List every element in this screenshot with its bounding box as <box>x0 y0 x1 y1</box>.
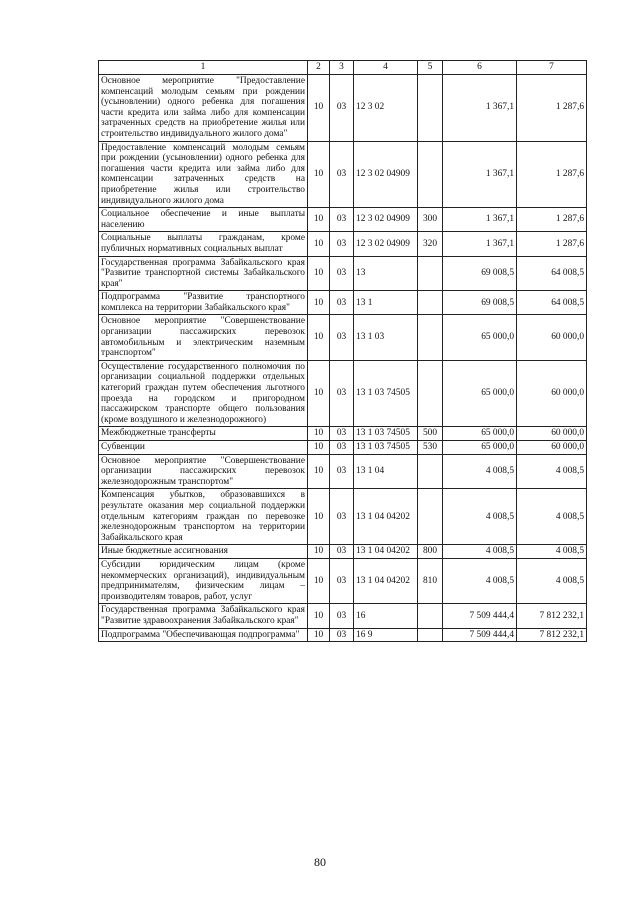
section-cell: 10 <box>308 454 330 489</box>
expense-type-cell <box>418 141 443 208</box>
subsection-cell: 03 <box>330 208 354 232</box>
amount-year2-cell: 4 008,5 <box>517 489 587 545</box>
amount-year1-cell: 1 367,1 <box>443 232 517 256</box>
item-name-cell: Государственная программа Забайкальского края "Развитие здравоохранения Забайкальского края" <box>99 604 308 628</box>
amount-year2-cell: 60 000,0 <box>517 360 587 427</box>
target-article-cell: 12 3 02 <box>354 75 418 142</box>
amount-year1-cell: 4 008,5 <box>443 454 517 489</box>
item-name-cell: Субвенции <box>99 441 308 455</box>
target-article-cell: 13 1 03 74505 <box>354 441 418 455</box>
item-name-cell: Основное мероприятие "Совершенствование организации пассажирских перевозок автомобильным и электрическим наземным транспортом" <box>99 315 308 360</box>
item-name-cell: Подпрограмма "Развитие транспортного комплекса на территории Забайкальского края" <box>99 291 308 315</box>
section-cell: 10 <box>308 545 330 559</box>
header-cell: 6 <box>443 61 517 75</box>
target-article-cell: 13 1 04 04202 <box>354 558 418 603</box>
section-cell: 10 <box>308 291 330 315</box>
table-row <box>99 360 587 427</box>
subsection-cell: 03 <box>330 441 354 455</box>
item-name-cell: Социальные выплаты гражданам, кроме публичных нормативных социальных выплат <box>99 232 308 256</box>
expense-type-cell: 810 <box>418 558 443 603</box>
expense-type-cell <box>418 454 443 489</box>
item-name-cell: Осуществление государственного полномочия по организации социальной поддержки отдельных категорий граждан путем обеспечения льготного проезда на городском и пригородном пассажирском транспорте общего пользования (кроме воздушного и железнодорожного) <box>99 360 308 427</box>
amount-year2-cell: 64 008,5 <box>517 291 587 315</box>
target-article-cell: 13 1 04 04202 <box>354 545 418 559</box>
table-row <box>99 628 587 642</box>
target-article-cell: 13 1 03 74505 <box>354 360 418 427</box>
amount-year1-cell: 4 008,5 <box>443 558 517 603</box>
table-row <box>99 232 587 256</box>
expense-type-cell <box>418 628 443 642</box>
amount-year2-cell: 64 008,5 <box>517 256 587 291</box>
section-cell: 10 <box>308 427 330 441</box>
item-name-cell: Основное мероприятие "Совершенствование организации пассажирских перевозок железнодорожным транспортом" <box>99 454 308 489</box>
page-number: 80 <box>314 855 326 869</box>
section-cell: 10 <box>308 360 330 427</box>
header-cell: 7 <box>517 61 587 75</box>
subsection-cell: 03 <box>330 489 354 545</box>
subsection-cell: 03 <box>330 141 354 208</box>
table-row <box>99 315 587 360</box>
expense-type-cell <box>418 489 443 545</box>
table-row <box>99 441 587 455</box>
item-name-cell: Компенсация убытков, образовавшихся в результате оказания мер социальной поддержки отдельным категориям граждан по перевозке железнодорожным транспортом на территории Забайкальского края <box>99 489 308 545</box>
table-row <box>99 427 587 441</box>
amount-year2-cell: 1 287,6 <box>517 141 587 208</box>
section-cell: 10 <box>308 628 330 642</box>
section-cell: 10 <box>308 604 330 628</box>
table-body <box>99 75 587 642</box>
target-article-cell: 16 <box>354 604 418 628</box>
amount-year2-cell: 1 287,6 <box>517 232 587 256</box>
table-row <box>99 489 587 545</box>
target-article-cell: 16 9 <box>354 628 418 642</box>
header-cell: 4 <box>354 61 418 75</box>
header-cell: 5 <box>418 61 443 75</box>
amount-year1-cell: 69 008,5 <box>443 291 517 315</box>
subsection-cell: 03 <box>330 256 354 291</box>
target-article-cell: 12 3 02 04909 <box>354 208 418 232</box>
table-row <box>99 291 587 315</box>
subsection-cell: 03 <box>330 291 354 315</box>
amount-year2-cell: 60 000,0 <box>517 315 587 360</box>
amount-year1-cell: 65 000,0 <box>443 360 517 427</box>
subsection-cell: 03 <box>330 232 354 256</box>
section-cell: 10 <box>308 489 330 545</box>
amount-year2-cell: 7 812 232,1 <box>517 604 587 628</box>
table-row <box>99 141 587 208</box>
section-cell: 10 <box>308 441 330 455</box>
amount-year1-cell: 1 367,1 <box>443 75 517 142</box>
amount-year1-cell: 69 008,5 <box>443 256 517 291</box>
target-article-cell: 13 1 04 04202 <box>354 489 418 545</box>
item-name-cell: Межбюджетные трансферты <box>99 427 308 441</box>
amount-year2-cell: 7 812 232,1 <box>517 628 587 642</box>
section-cell: 10 <box>308 558 330 603</box>
expense-type-cell <box>418 604 443 628</box>
expense-type-cell: 320 <box>418 232 443 256</box>
expense-type-cell: 300 <box>418 208 443 232</box>
expense-type-cell <box>418 315 443 360</box>
amount-year2-cell: 60 000,0 <box>517 427 587 441</box>
target-article-cell: 13 1 04 <box>354 454 418 489</box>
expense-type-cell: 800 <box>418 545 443 559</box>
subsection-cell: 03 <box>330 75 354 142</box>
target-article-cell: 13 1 03 <box>354 315 418 360</box>
expense-type-cell: 500 <box>418 427 443 441</box>
table-row <box>99 208 587 232</box>
section-cell: 10 <box>308 232 330 256</box>
header-cell: 1 <box>99 61 308 75</box>
table-row <box>99 558 587 603</box>
table-row <box>99 454 587 489</box>
expense-type-cell <box>418 291 443 315</box>
section-cell: 10 <box>308 141 330 208</box>
amount-year1-cell: 7 509 444,4 <box>443 628 517 642</box>
subsection-cell: 03 <box>330 360 354 427</box>
amount-year1-cell: 4 008,5 <box>443 545 517 559</box>
amount-year1-cell: 1 367,1 <box>443 208 517 232</box>
amount-year2-cell: 1 287,6 <box>517 208 587 232</box>
table-row <box>99 604 587 628</box>
header-row <box>99 61 587 75</box>
table-row <box>99 545 587 559</box>
amount-year2-cell: 4 008,5 <box>517 558 587 603</box>
expense-type-cell <box>418 75 443 142</box>
subsection-cell: 03 <box>330 427 354 441</box>
section-cell: 10 <box>308 256 330 291</box>
item-name-cell: Государственная программа Забайкальского края "Развитие транспортной системы Забайкальского края" <box>99 256 308 291</box>
target-article-cell: 13 1 03 74505 <box>354 427 418 441</box>
target-article-cell: 13 <box>354 256 418 291</box>
section-cell: 10 <box>308 75 330 142</box>
item-name-cell: Социальное обеспечение и иные выплаты населению <box>99 208 308 232</box>
item-name-cell: Субсидии юридическим лицам (кроме некоммерческих организаций), индивидуальным предпринимателям, физическим лицам – производителям товаров, работ, услуг <box>99 558 308 603</box>
subsection-cell: 03 <box>330 454 354 489</box>
amount-year1-cell: 1 367,1 <box>443 141 517 208</box>
amount-year1-cell: 4 008,5 <box>443 489 517 545</box>
amount-year2-cell: 4 008,5 <box>517 545 587 559</box>
subsection-cell: 03 <box>330 628 354 642</box>
item-name-cell: Иные бюджетные ассигнования <box>99 545 308 559</box>
subsection-cell: 03 <box>330 545 354 559</box>
document-page <box>98 60 586 642</box>
header-cell: 2 <box>308 61 330 75</box>
header-cell: 3 <box>330 61 354 75</box>
amount-year1-cell: 7 509 444,4 <box>443 604 517 628</box>
amount-year2-cell: 60 000,0 <box>517 441 587 455</box>
subsection-cell: 03 <box>330 315 354 360</box>
expense-type-cell <box>418 360 443 427</box>
target-article-cell: 12 3 02 04909 <box>354 141 418 208</box>
subsection-cell: 03 <box>330 604 354 628</box>
amount-year1-cell: 65 000,0 <box>443 315 517 360</box>
item-name-cell: Основное мероприятие "Предоставление компенсаций молодым семьям при рождении (усыновлении) одного ребенка для погашения части кредита или займа либо для компенсации затраченных средств на приобретение жилья или строительство индивидуального жилого дома" <box>99 75 308 142</box>
amount-year1-cell: 65 000,0 <box>443 441 517 455</box>
table-row <box>99 75 587 142</box>
amount-year2-cell: 1 287,6 <box>517 75 587 142</box>
target-article-cell: 12 3 02 04909 <box>354 232 418 256</box>
expense-type-cell <box>418 256 443 291</box>
amount-year1-cell: 65 000,0 <box>443 427 517 441</box>
item-name-cell: Подпрограмма "Обеспечивающая подпрограмма" <box>99 628 308 642</box>
section-cell: 10 <box>308 208 330 232</box>
target-article-cell: 13 1 <box>354 291 418 315</box>
subsection-cell: 03 <box>330 558 354 603</box>
item-name-cell: Предоставление компенсаций молодым семьям при рождении (усыновлении) одного ребенка для погашения части кредита или займа либо для компенсации затраченных средств на приобретение жилья или строительство индивидуального жилого дома <box>99 141 308 208</box>
table-row <box>99 256 587 291</box>
expense-type-cell: 530 <box>418 441 443 455</box>
budget-table <box>98 60 587 642</box>
amount-year2-cell: 4 008,5 <box>517 454 587 489</box>
section-cell: 10 <box>308 315 330 360</box>
